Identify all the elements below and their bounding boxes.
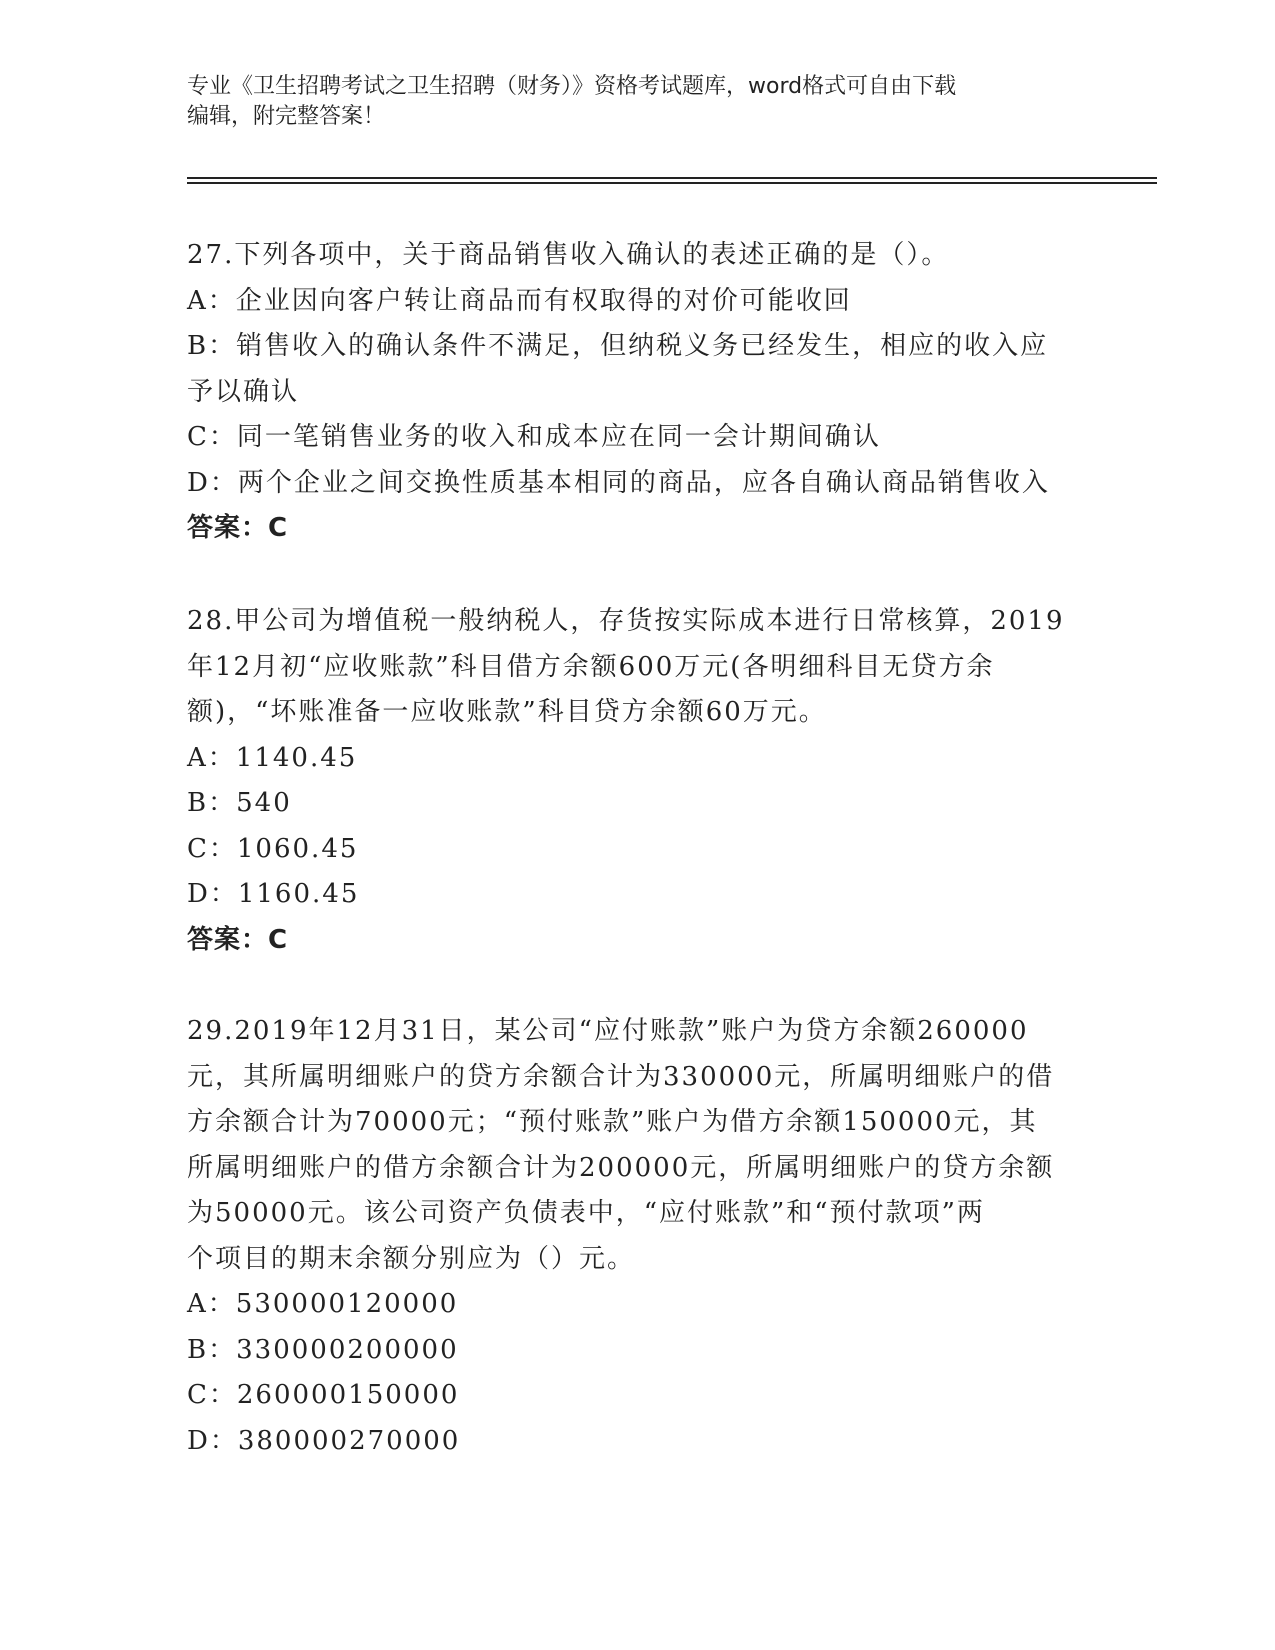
answer-label: 答案： [187,924,269,955]
option-b-continued: 予以确认 [187,376,300,407]
option-b: B：330000200000 [187,1334,459,1365]
header-line: 专业《卫生招聘考试之卫生招聘（财务）》资格考试题库，word格式可自由下载 [187,74,957,99]
header-line: 编辑，附完整答案！ [187,104,386,129]
option-d: D：1160.45 [187,879,360,909]
question-stem: 28.甲公司为增值税一般纳税人，存货按实际成本进行日常核算，2019 [187,606,1065,636]
document-header [187,72,1087,132]
option-c: C：1060.45 [187,833,359,864]
question-block [187,599,1087,963]
question-stem: 27.下列各项中，关于商品销售收入确认的表述正确的是（）。 [187,240,950,270]
option-b: B：销售收入的确认条件不满足，但纳税义务已经发生，相应的收入应 [187,331,1049,361]
question-stem: 29.2019年12月31日，某公司“应付账款”账户为贷方余额260000 [187,1016,1029,1046]
header-divider [187,177,1157,179]
option-c: C：同一笔销售业务的收入和成本应在同一会计期间确认 [187,422,881,452]
option-d: D：380000270000 [187,1425,461,1456]
answer-line [187,918,1087,964]
option-c: C：260000150000 [187,1380,460,1410]
question-stem-continued: 个项目的期末余额分别应为（）元。 [187,1243,636,1274]
option-a: A：530000120000 [187,1289,459,1319]
question-block [187,1009,1087,1464]
answer-label: 答案： [187,513,269,543]
question-stem-continued: 为50000元。该公司资产负债表中，“应付账款”和“预付款项”两 [187,1198,985,1228]
answer-value: C [268,513,289,543]
answer-value: C [268,924,289,955]
question-stem-continued: 元，其所属明细账户的贷方余额合计为330000元，所属明细账户的借 [187,1061,1055,1092]
option-b: B：540 [187,788,292,818]
question-stem-continued: 所属明细账户的借方余额合计为200000元，所属明细账户的贷方余额 [187,1152,1055,1183]
option-a: A：1140.45 [187,742,358,773]
question-block [187,233,1087,552]
question-stem-continued: 方余额合计为70000元；“预付账款”账户为借方余额150000元，其 [187,1107,1038,1137]
answer-line [187,506,1087,552]
question-stem-continued: 年12月初“应收账款”科目借方余额600万元(各明细科目无贷方余 [187,651,995,682]
header-divider [187,182,1157,184]
question-stem-continued: 额)，“坏账准备一应收账款”科目贷方余额60万元。 [187,697,827,727]
option-a: A：企业因向客户转让商品而有权取得的对价可能收回 [187,285,852,316]
option-d: D：两个企业之间交换性质基本相同的商品，应各自确认商品销售收入 [187,467,1050,498]
